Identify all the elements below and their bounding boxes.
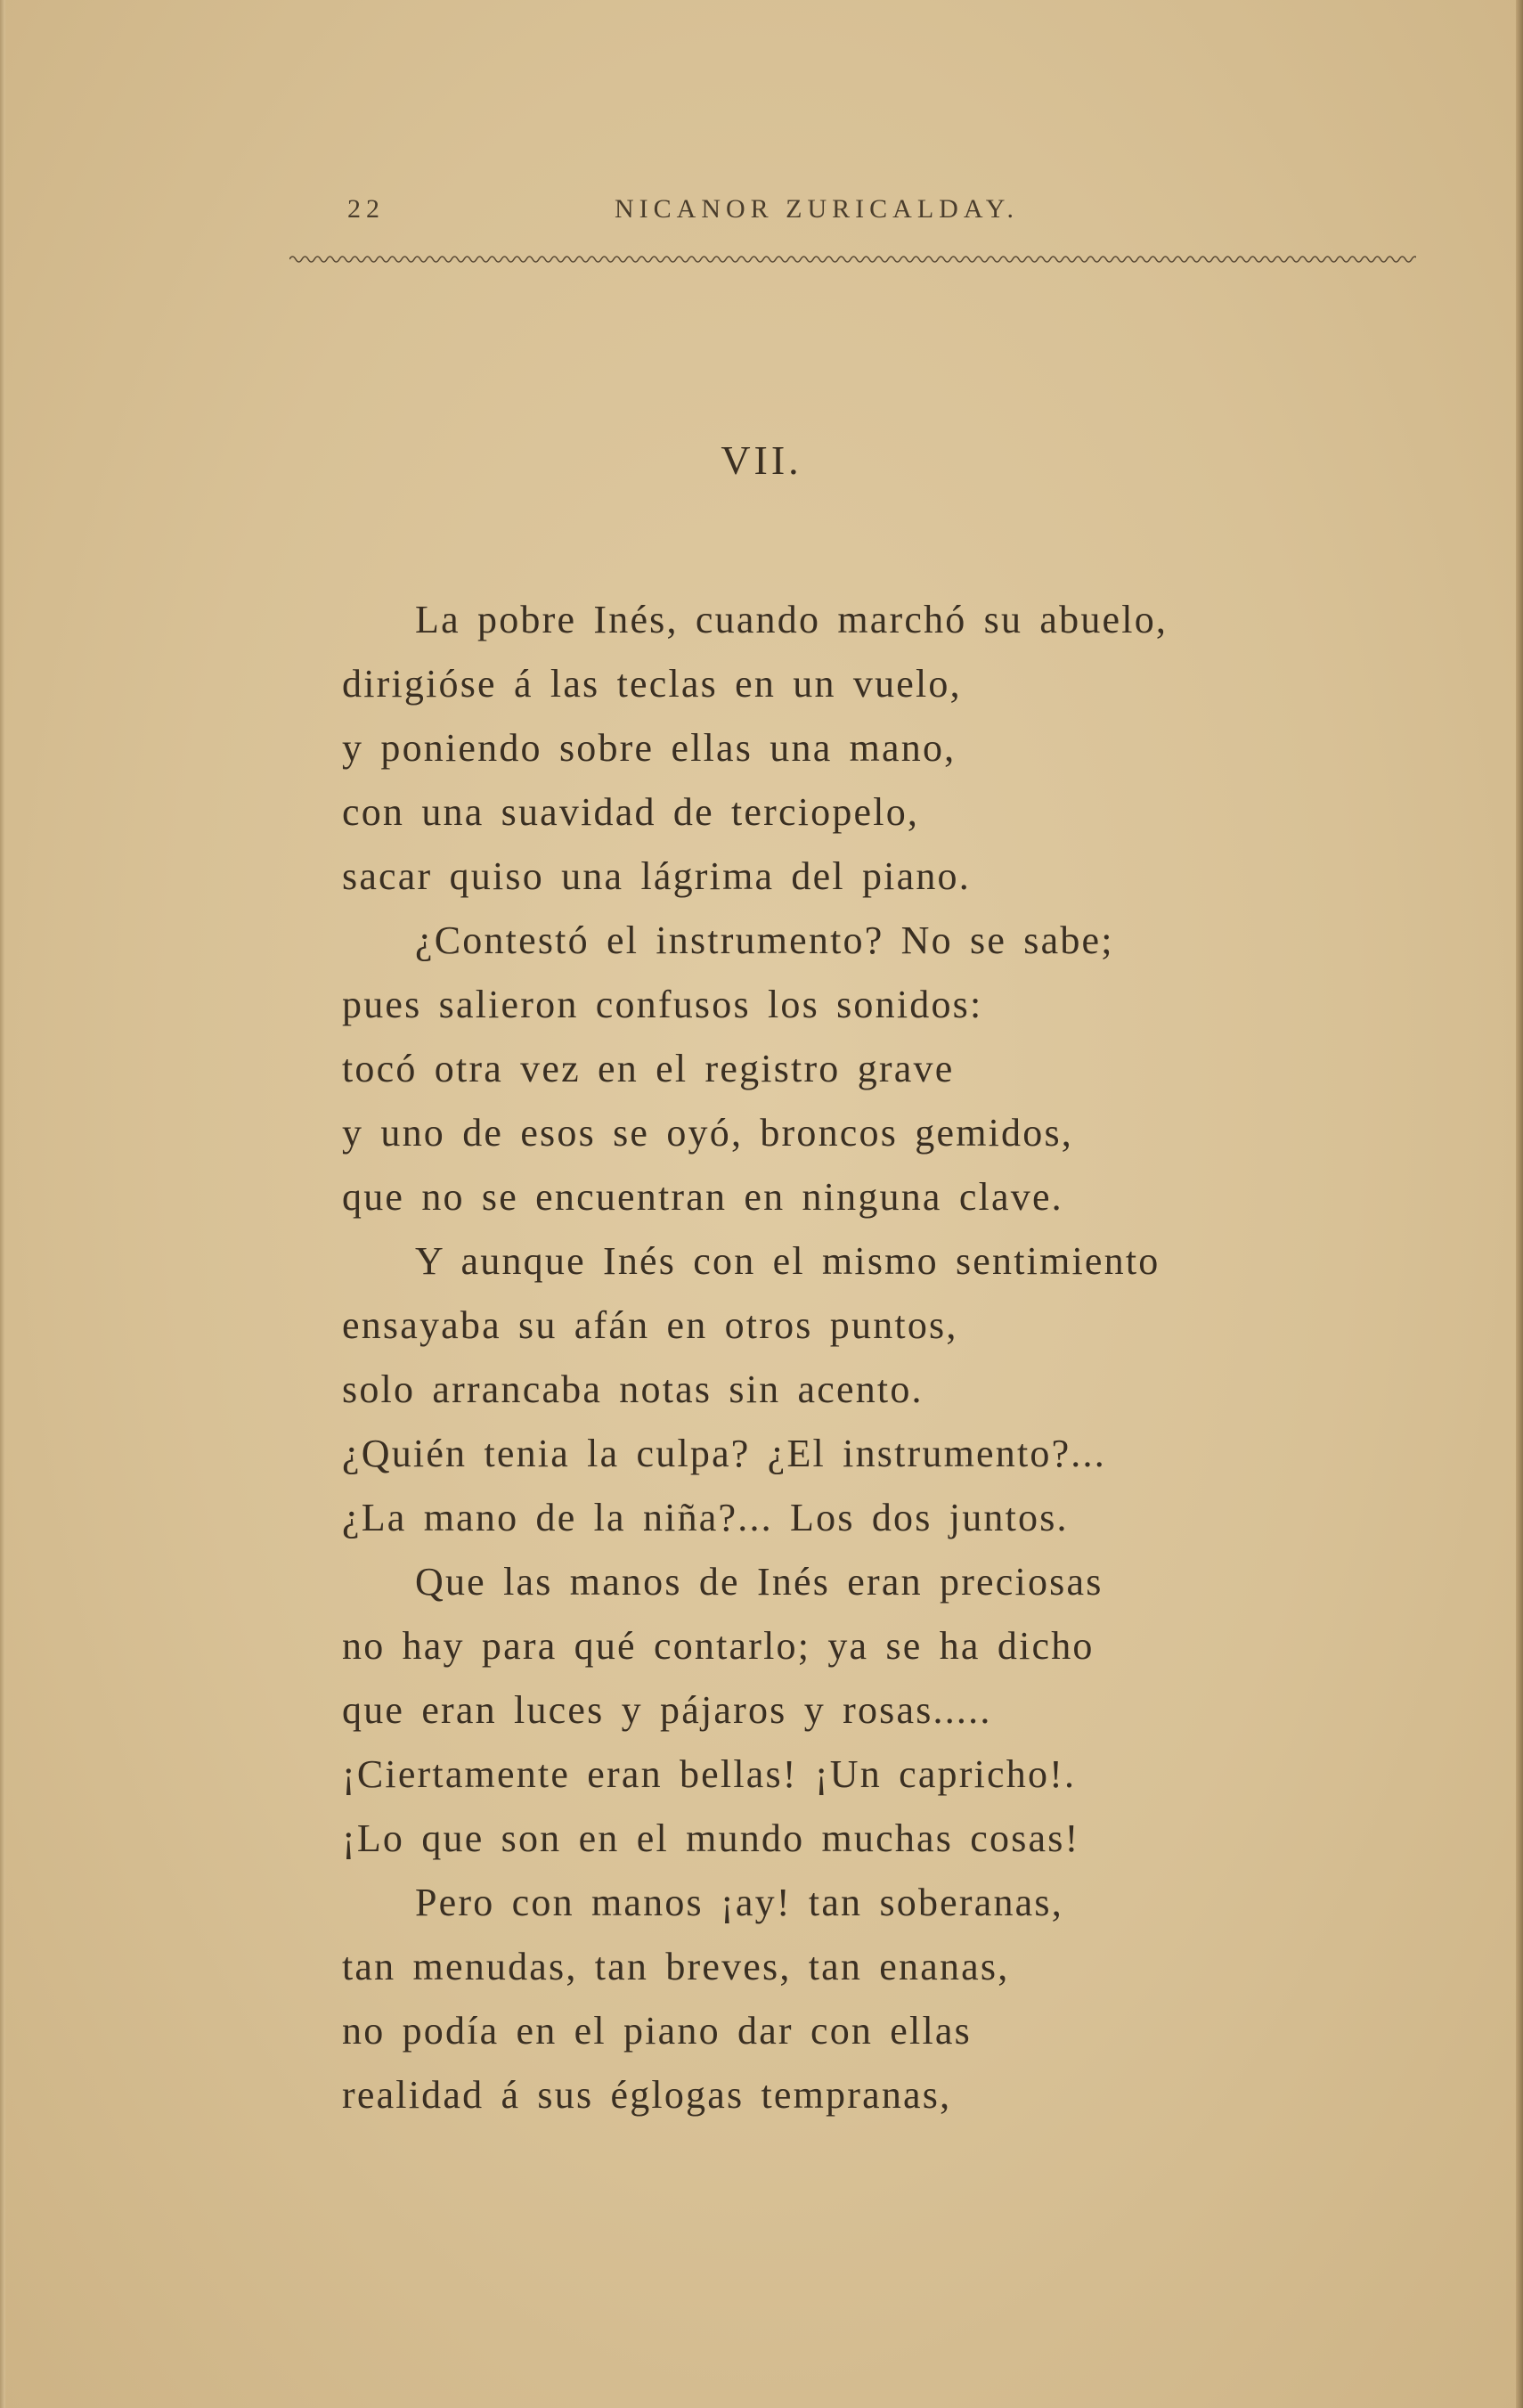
poem-line: con una suavidad de terciopelo, (342, 790, 920, 834)
author-name: NICANOR ZURICALDAY. (615, 194, 1020, 224)
page-right-edge (1516, 0, 1523, 2408)
poem-line: Que las manos de Inés eran preciosas (415, 1560, 1104, 1604)
poem-line: que no se encuentran en ninguna clave. (342, 1175, 1063, 1219)
poem-line: realidad á sus églogas tempranas, (342, 2073, 952, 2117)
poem-line: Y aunque Inés con el mismo sentimiento (415, 1239, 1161, 1283)
poem-line: La pobre Inés, cuando marchó su abuelo, (415, 598, 1169, 641)
poem-line: tocó otra vez en el registro grave (342, 1047, 955, 1090)
poem-line: solo arrancaba notas sin acento. (342, 1367, 924, 1411)
poem-line: no podía en el piano dar con ellas (342, 2009, 972, 2053)
running-head (347, 194, 1149, 239)
poem-line: Pero con manos ¡ay! tan soberanas, (415, 1881, 1063, 1924)
poem-line: ¿Contestó el instrumento? No se sabe; (415, 918, 1114, 962)
poem-line: y poniendo sobre ellas una mano, (342, 726, 957, 770)
decorative-rule (289, 252, 1416, 266)
poem-line: dirigióse á las teclas en un vuelo, (342, 662, 962, 706)
section-number: VII. (721, 437, 802, 483)
page-number: 22 (347, 194, 385, 224)
poem-line: ¿Quién tenia la culpa? ¿El instrumento?... (342, 1432, 1106, 1475)
poem-line: ¡Ciertamente eran bellas! ¡Un capricho!. (342, 1752, 1077, 1796)
poem-line: sacar quiso una lágrima del piano. (342, 854, 971, 898)
poem-line: ¿La mano de la niña?... Los dos juntos. (342, 1496, 1069, 1539)
poem-line: no hay para qué contarlo; ya se ha dicho (342, 1624, 1095, 1668)
poem-line: ensayaba su afán en otros puntos, (342, 1303, 958, 1347)
page-left-edge (0, 0, 5, 2408)
poem-line: ¡Lo que son en el mundo muchas cosas! (342, 1816, 1080, 1860)
poem-line: tan menudas, tan breves, tan enanas, (342, 1945, 1010, 1988)
poem-line: pues salieron confusos los sonidos: (342, 983, 983, 1026)
poem-line: y uno de esos se oyó, broncos gemidos, (342, 1111, 1073, 1155)
poem-line: que eran luces y pájaros y rosas..... (342, 1688, 992, 1732)
poem-text (342, 588, 1393, 2127)
